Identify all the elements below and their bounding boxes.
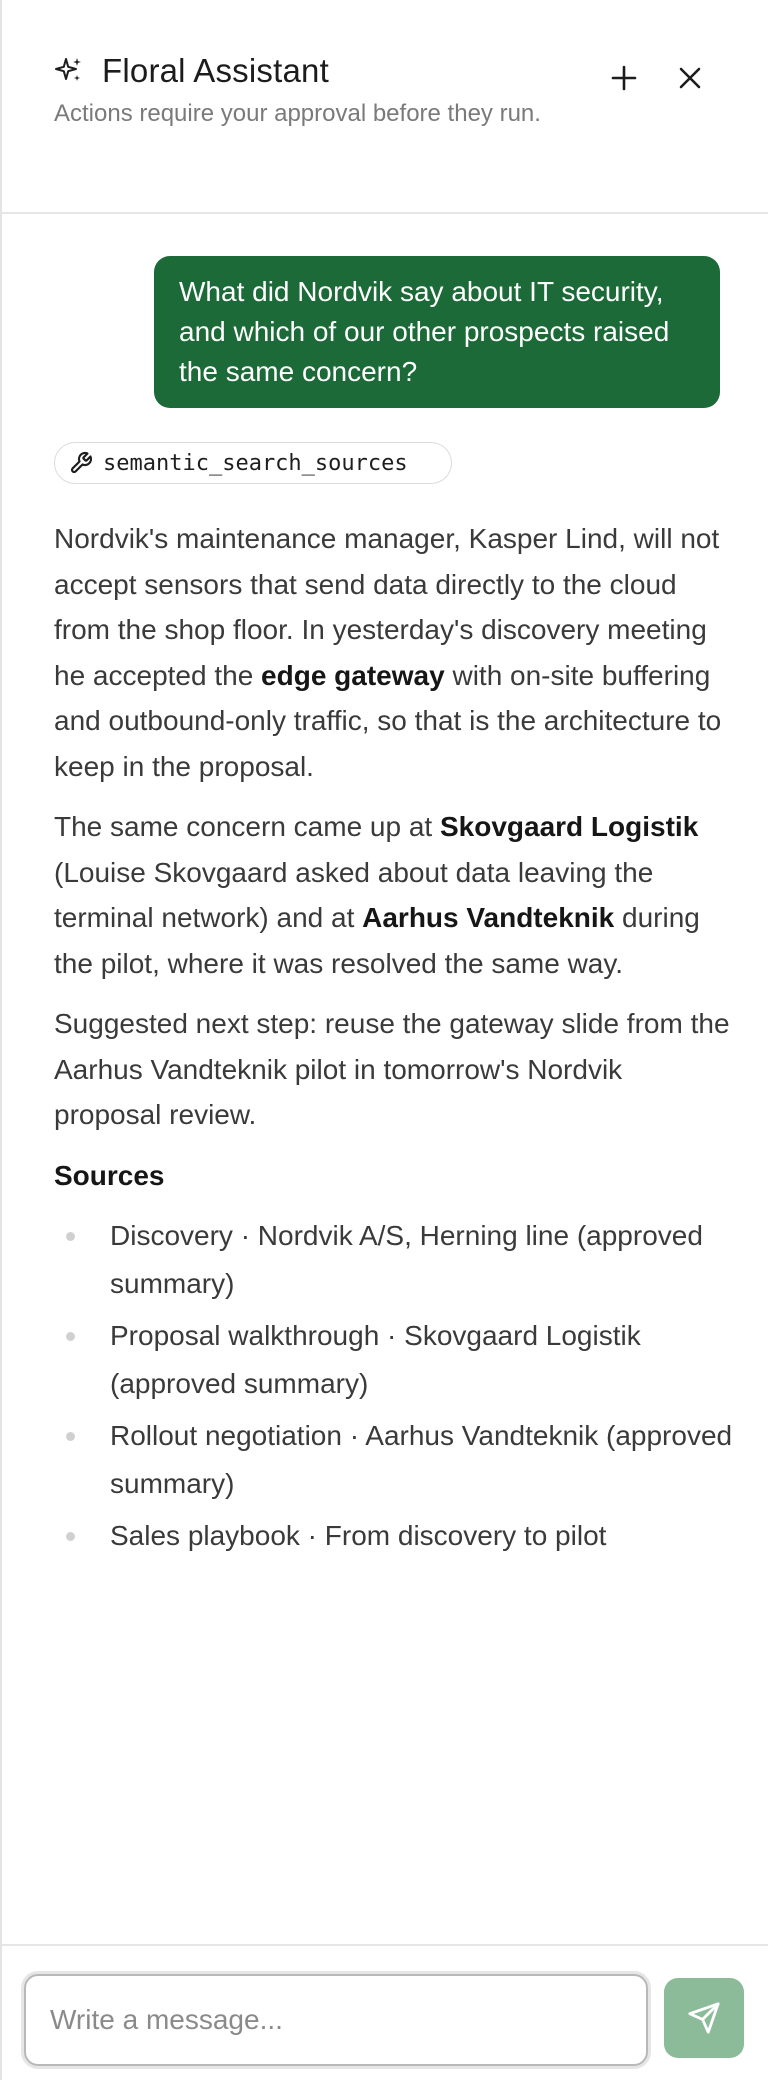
text-run: (Louise Skovgaard asked about data leaving the terminal network) and at <box>54 856 654 933</box>
emphasis-skovgaard: Skovgaard Logistik <box>439 811 699 842</box>
emphasis-edge-gateway: edge gateway <box>261 659 445 691</box>
text-run: with on-site buffering and outbound-only traffic, so that is the architecture to keep in the proposal. <box>54 659 722 782</box>
source-label: Proposal walkthrough · Skovgaard Logistik (approved summary) <box>110 1320 641 1399</box>
tool-call-name: semantic_search_sources <box>103 450 408 476</box>
text-run: The same concern came up at <box>54 811 440 842</box>
bullet-icon <box>66 1332 75 1341</box>
panel-title: Floral Assistant <box>102 52 329 89</box>
sparkle-icon <box>54 56 84 86</box>
source-item[interactable] <box>54 1412 734 1508</box>
message-input-wrapper <box>24 1974 648 2066</box>
source-item[interactable] <box>54 1212 734 1308</box>
close-button[interactable] <box>670 58 710 98</box>
bullet-icon <box>66 1532 75 1541</box>
assistant-paragraph-3: Suggested next step: reuse the gateway slide from the Aarhus Vandteknik pilot in tomorrow's Nordvik proposal review. <box>54 1008 730 1130</box>
title-row <box>54 52 329 90</box>
close-icon <box>678 66 702 90</box>
bullet-icon <box>66 1232 75 1241</box>
assistant-paragraph-2 <box>54 804 734 986</box>
panel-subtitle: Actions require your approval before they run. <box>54 100 541 127</box>
bullet-icon <box>66 1432 75 1441</box>
text-run: during the pilot, where it was resolved the same way. <box>54 902 700 979</box>
message-composer <box>2 1944 768 2080</box>
assistant-paragraph-1 <box>54 516 734 789</box>
source-item[interactable] <box>54 1312 734 1408</box>
message-input[interactable] <box>26 1976 646 2064</box>
send-button[interactable] <box>664 1978 744 2058</box>
tool-call-chip[interactable] <box>54 442 452 484</box>
plus-icon <box>611 65 637 91</box>
source-label: Discovery · Nordvik A/S, Herning line (approved summary) <box>110 1220 703 1299</box>
user-message: What did Nordvik say about IT security, and which of our other prospects raised the same concern? <box>154 256 720 408</box>
source-label: Rollout negotiation · Aarhus Vandteknik (approved summary) <box>110 1420 733 1499</box>
source-item[interactable] <box>54 1512 734 1560</box>
new-chat-button[interactable] <box>604 58 644 98</box>
wrench-icon <box>69 451 93 475</box>
sources-list <box>54 1212 734 1560</box>
send-icon <box>687 2001 721 2035</box>
panel-header <box>2 0 768 214</box>
emphasis-aarhus: Aarhus Vandteknik <box>362 902 615 933</box>
source-label: Sales playbook · From discovery to pilot <box>110 1520 607 1551</box>
text-run: Nordvik's maintenance manager, Kasper Lind, will not accept sensors that send data directly to the cloud from the shop floor. In yesterday's discovery meeting he accepted the <box>54 523 720 691</box>
sources-heading: Sources <box>54 1159 165 1191</box>
assistant-message <box>54 516 734 1564</box>
